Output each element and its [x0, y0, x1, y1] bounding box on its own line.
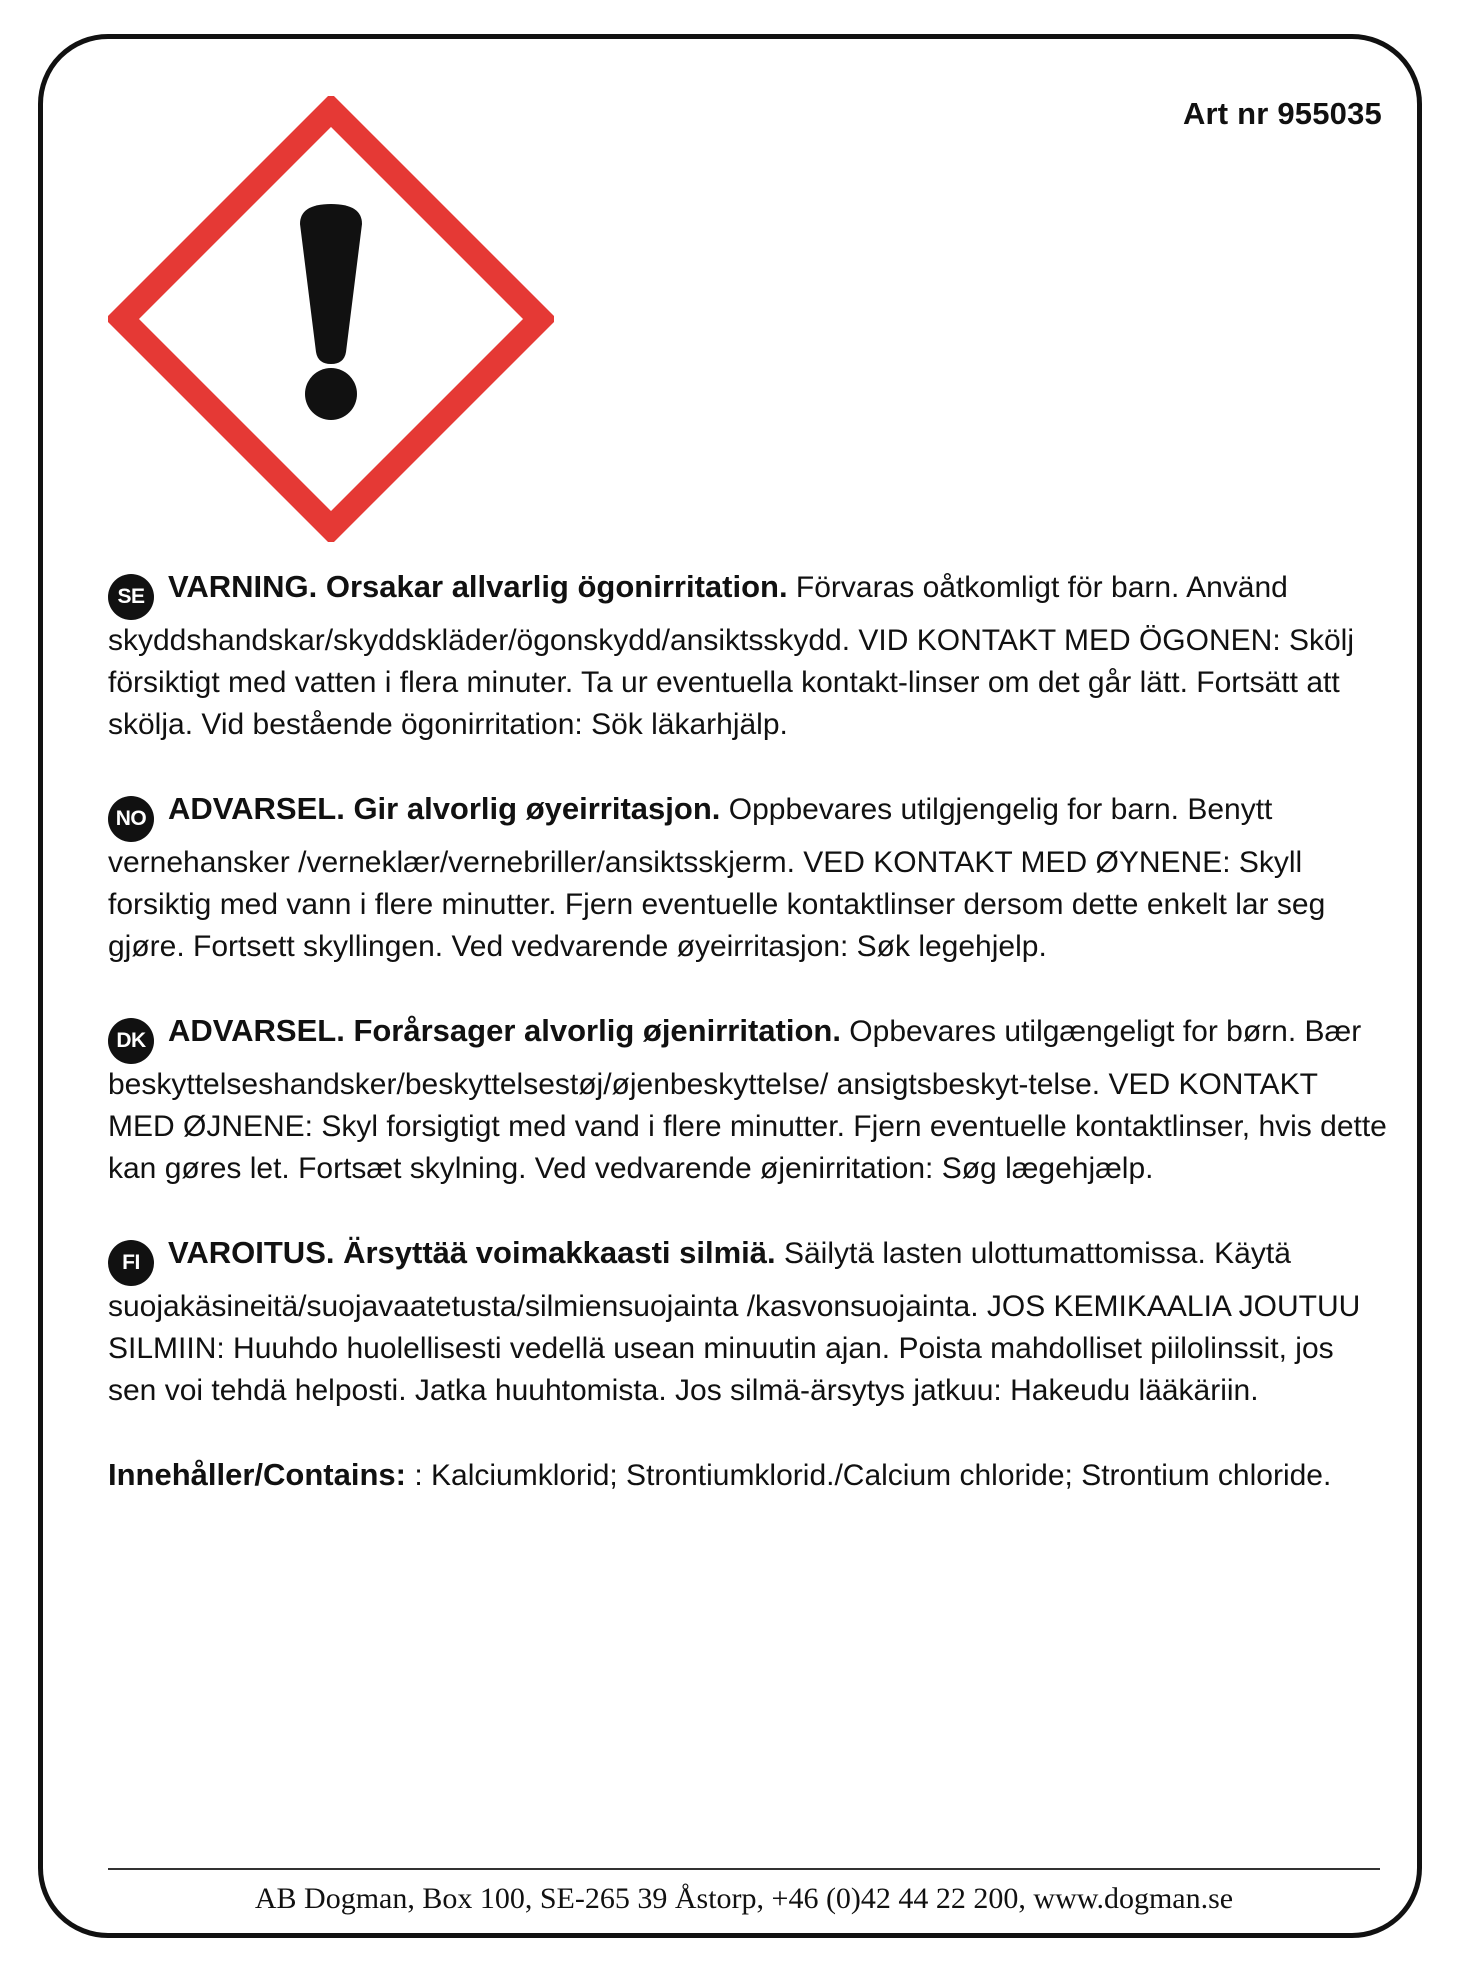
section-se-text: Förvaras oåtkomligt för barn. Använd skyddshandskar/skyddskläder/ögonskydd/ansiktsskydd. VID KONTAKT MED ÖGONEN: Skölj försiktigt med vatten i flera minuter. Ta ur eventuella kontakt-linser om det går lätt. Fortsätt att skölja. Vid bestående ögonirritation: Sök läkarhjälp.: [108, 571, 1355, 741]
hazard-statements: [108, 566, 1390, 1497]
language-badge-dk: DK: [108, 1018, 154, 1064]
contains-text: : Kalciumklorid; Strontiumklorid./Calcium chloride; Strontium chloride.: [414, 1459, 1332, 1492]
article-number: Art nr 955035: [1182, 96, 1382, 131]
contains-statement: [108, 1454, 1390, 1497]
contains-label: Innehåller/Contains:: [108, 1457, 406, 1492]
section-no-text: Oppbevares utilgjengelig for barn. Benytt vernehansker /verneklær/vernebriller/ansiktsskjerm. VED KONTAKT MED ØYNENE: Skyll forsiktig med vann i flere minutter. Fjern eventuelle kontaktlinser dersom dette enkelt lar seg gjøre. Fortsett skyllingen. Ved vedvarende øyeirritasjon: Søk legehjelp.: [108, 793, 1326, 963]
section-dk: [108, 1010, 1390, 1190]
exclamation-dot-icon: [305, 368, 357, 420]
section-dk-text: Opbevares utilgængeligt for børn. Bær beskyttelseshandsker/beskyttelsestøj/øjenbeskyttelse/ ansigtsbeskyt-telse. VED KONTAKT MED ØJNENE: Skyl forsigtigt med vand i flere minutter. Fjern eventuelle kontaktlinser, hvis dette kan gøres let. Fortsæt skylning. Ved vedvarende øjenirritation: Søg lægehjælp.: [108, 1015, 1387, 1185]
section-no-headline: ADVARSEL. Gir alvorlig øyeirritasjon.: [168, 791, 721, 826]
language-badge-se: SE: [108, 574, 154, 620]
section-fi: [108, 1232, 1390, 1412]
section-no: [108, 788, 1390, 968]
language-badge-fi: FI: [108, 1240, 154, 1286]
section-fi-text: Säilytä lasten ulottumattomissa. Käytä suojakäsineitä/suojavaatetusta/silmiensuojainta /kasvonsuojainta. JOS KEMIKAALIA JOUTUU SILMIIN: Huuhdo huolellisesti vedellä usean minuutin ajan. Poista mahdolliset piilolinssit, jos sen voi tehdä helposti. Jatka huuhtomista. Jos silmä-ärsytys jatkuu: Hakeudu lääkäriin.: [108, 1237, 1361, 1407]
ghs-exclamation-mark-icon: [108, 96, 554, 542]
footer-divider: [108, 1868, 1380, 1870]
language-badge-no: NO: [108, 796, 154, 842]
section-fi-headline: VAROITUS. Ärsyttää voimakkaasti silmiä.: [168, 1235, 776, 1270]
section-se-headline: VARNING. Orsakar allvarlig ögonirritation.: [168, 569, 788, 604]
section-dk-headline: ADVARSEL. Forårsager alvorlig øjenirritation.: [168, 1013, 841, 1048]
section-se: [108, 566, 1390, 746]
company-footer: AB Dogman, Box 100, SE-265 39 Åstorp, +46 (0)42 44 22 200, www.dogman.se: [254, 1882, 1234, 1915]
